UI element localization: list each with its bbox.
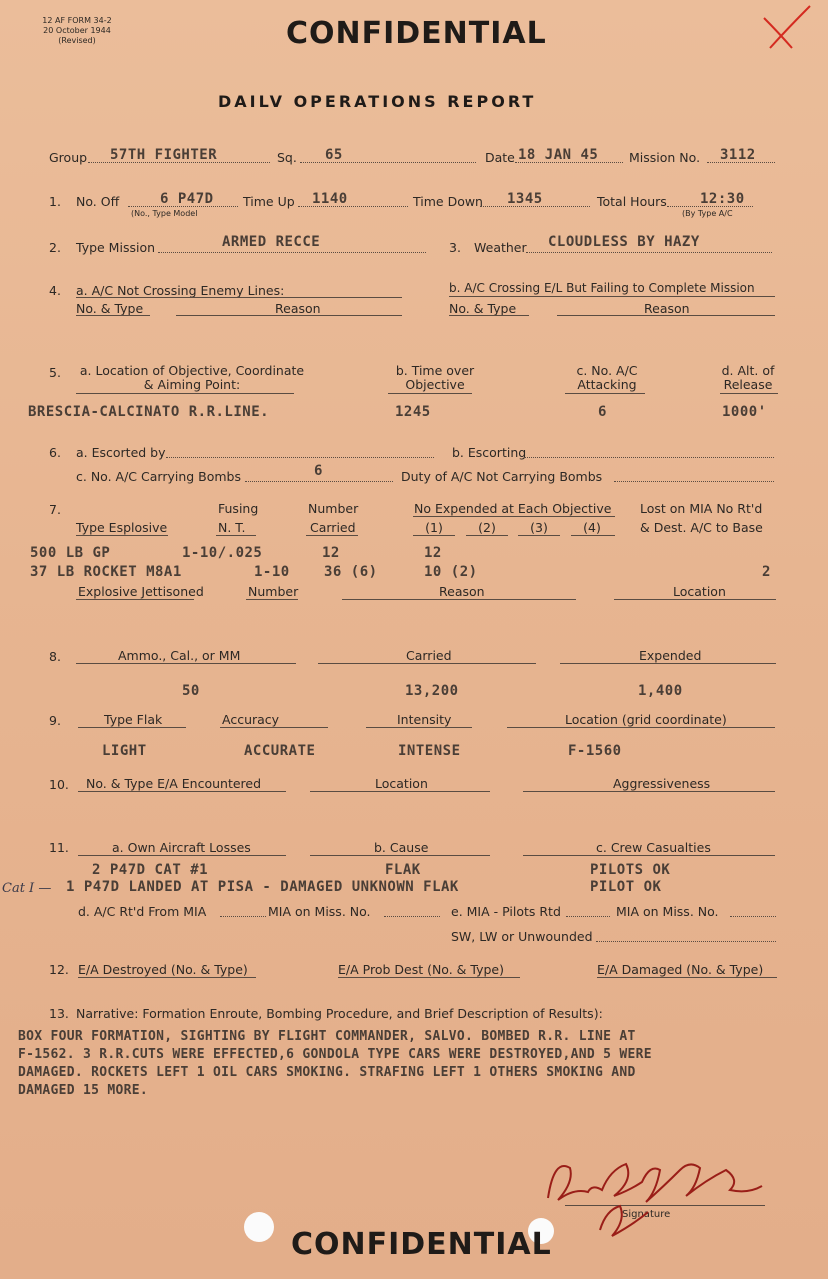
lost-line2: & Dest. A/C to Base	[640, 520, 763, 535]
lost-line1: Lost on MIA No Rt'd	[640, 501, 763, 516]
jet-reason-label: Reason	[439, 584, 485, 599]
carried-value: 36 (6)	[324, 564, 378, 580]
ammo-expended-label: Expended	[639, 648, 702, 663]
total-hours-label: Total Hours	[597, 194, 667, 209]
narrative-label: Narrative: Formation Enroute, Bombing Procedure, and Brief Description of Results):	[76, 1006, 603, 1021]
fusing-value: 1-10/.025	[182, 545, 263, 561]
sq-label: Sq.	[277, 150, 297, 165]
number-label: Number	[308, 501, 359, 516]
date-value: 18 JAN 45	[518, 147, 599, 163]
report-title: DAILV OPERATIONS REPORT	[218, 92, 537, 111]
rtd-from-mia-label: d. A/C Rt'd From MIA	[78, 904, 207, 919]
no-off-label: No. Off	[76, 194, 120, 209]
flak-intensity-value: INTENSE	[398, 743, 461, 759]
s11-num: 11.	[49, 840, 69, 855]
ea-location-label: Location	[375, 776, 428, 791]
mission-value: 3112	[720, 147, 756, 163]
s7-num: 7.	[49, 502, 61, 517]
crew-row1: PILOTS OK	[590, 862, 671, 878]
own-losses-label: a. Own Aircraft Losses	[112, 840, 251, 855]
type-explosive-label: Type Esplosive	[76, 520, 168, 535]
ea-destroyed-label: E/A Destroyed (No. & Type)	[78, 962, 248, 977]
time-down-label: Time Down	[413, 194, 483, 209]
narrative-line: BOX FOUR FORMATION, SIGHTING BY FLIGHT COMMANDER, SALVO. BOMBED R.R. LINE AT	[18, 1029, 636, 1044]
type-mission-label: Type Mission	[76, 240, 156, 255]
time-up-value: 1140	[312, 191, 348, 207]
mission-label: Mission No.	[629, 150, 701, 165]
obj-col-4: (4)	[583, 520, 601, 535]
narrative-line: DAMAGED. ROCKETS LEFT 1 OIL CARS SMOKING. STRAFING LEFT 1 OTHERS SMOKING AND	[18, 1065, 636, 1080]
accuracy-label: Accuracy	[222, 712, 280, 727]
expended-value: 12	[424, 545, 442, 561]
duty-label: Duty of A/C Not Carrying Bombs	[401, 469, 603, 484]
no-off-note: (No., Type Model	[131, 209, 198, 218]
obj-col-2: (2)	[478, 520, 496, 535]
s13-num: 13.	[49, 1006, 69, 1021]
nt-label: N. T.	[218, 520, 246, 535]
jet-location-label: Location	[673, 584, 726, 599]
ea-prob-label: E/A Prob Dest (No. & Type)	[338, 962, 504, 977]
table-row: 500 LB GP	[30, 545, 111, 561]
group-value: 57TH FIGHTER	[110, 147, 218, 163]
s4b-label: b. A/C Crossing E/L But Failing to Complete Mission	[449, 281, 755, 295]
s5d-line2: Release	[723, 377, 773, 392]
s4a-label: a. A/C Not Crossing Enemy Lines:	[76, 283, 285, 298]
narrative-line: DAMAGED 15 MORE.	[18, 1083, 149, 1098]
fusing-label: Fusing	[218, 501, 259, 516]
mia-miss-no-2-label: MIA on Miss. No.	[616, 904, 719, 919]
carried-label: Carried	[310, 520, 356, 535]
total-note: (By Type A/C	[682, 209, 733, 218]
crew-row2: PILOT OK	[590, 879, 662, 895]
s5c-header	[560, 364, 654, 392]
s5a-header	[76, 364, 308, 392]
losses-row2: 1 P47D LANDED AT PISA - DAMAGED UNKNOWN FLAK	[66, 879, 459, 895]
s5b-line2: Objective	[405, 377, 465, 392]
flak-accuracy-value: ACCURATE	[244, 743, 316, 759]
s4b-col2: Reason	[644, 301, 690, 316]
ea-damaged-label: E/A Damaged (No. & Type)	[597, 962, 764, 977]
time-over-value: 1245	[395, 404, 431, 420]
ammo-carried-label: Carried	[406, 648, 452, 663]
s5a-line1: a. Location of Objective, Coordinate	[79, 363, 305, 378]
no-ac-attacking-value: 6	[598, 404, 607, 420]
s5-num: 5.	[49, 365, 61, 380]
s9-num: 9.	[49, 713, 61, 728]
crew-casualties-label: c. Crew Casualties	[596, 840, 711, 855]
s5c-line2: Attacking	[577, 377, 637, 392]
date-label: Date	[485, 150, 515, 165]
signature-label: Signature	[622, 1209, 671, 1220]
s6-num: 6.	[49, 445, 61, 460]
header-confidential: CONFIDENTIAL	[286, 16, 547, 51]
time-down-value: 1345	[507, 191, 543, 207]
type-flak-label: Type Flak	[104, 712, 163, 727]
mia-pilots-rtd-label: e. MIA - Pilots Rtd	[451, 904, 561, 919]
s3-num: 3.	[449, 240, 461, 255]
flak-location-label: Location (grid coordinate)	[565, 712, 727, 727]
expended-header: No Expended at Each Objective	[414, 501, 612, 516]
carrying-bombs-value: 6	[314, 463, 323, 479]
no-off-value: 6 P47D	[160, 191, 214, 207]
wounded-label: SW, LW or Unwounded	[451, 929, 593, 944]
weather-value: CLOUDLESS BY HAZY	[548, 234, 700, 250]
ammo-label: Ammo., Cal., or MM	[118, 648, 241, 663]
type-mission-value: ARMED RECCE	[222, 234, 321, 250]
obj-col-1: (1)	[425, 520, 443, 535]
s1-num: 1.	[49, 194, 61, 209]
weather-label: Weather	[474, 240, 527, 255]
form-id-line3: (Revised)	[58, 36, 96, 45]
time-up-label: Time Up	[243, 194, 295, 209]
carrying-bombs-label: c. No. A/C Carrying Bombs	[76, 469, 242, 484]
narrative-line: F-1562. 3 R.R.CUTS WERE EFFECTED,6 GONDOLA TYPE CARS WERE DESTROYED,AND 5 WERE	[18, 1047, 652, 1062]
s4a-col2: Reason	[275, 301, 321, 316]
jettisoned-label: Explosive Jettisoned	[78, 584, 204, 599]
margin-note: Cat I —	[2, 881, 52, 896]
intensity-label: Intensity	[397, 712, 452, 727]
s8-num: 8.	[49, 649, 61, 664]
carried-value: 12	[322, 545, 340, 561]
form-id	[40, 16, 114, 46]
losses-row1: 2 P47D CAT #1	[92, 862, 209, 878]
s4-num: 4.	[49, 283, 61, 298]
expended-value: 10 (2)	[424, 564, 478, 580]
s2-num: 2.	[49, 240, 61, 255]
punch-hole-left	[244, 1212, 274, 1242]
footer-confidential: CONFIDENTIAL	[291, 1227, 552, 1262]
flak-type-value: LIGHT	[102, 743, 147, 759]
flak-location-value: F-1560	[568, 743, 622, 759]
ea-encountered-label: No. & Type E/A Encountered	[86, 776, 262, 791]
table-row: 37 LB ROCKET M8A1	[30, 564, 182, 580]
handwritten-signature	[530, 1140, 770, 1250]
alt-release-value: 1000'	[722, 404, 767, 420]
form-id-line1: 12 AF FORM 34-2	[42, 16, 112, 25]
ammo-expended-value: 1,400	[638, 683, 683, 699]
ammo-carried-value: 13,200	[405, 683, 459, 699]
group-label: Group	[49, 150, 88, 165]
cause-row1: FLAK	[385, 862, 421, 878]
s5d-header	[708, 364, 788, 392]
lost-value: 2	[762, 564, 771, 580]
sq-value: 65	[325, 147, 343, 163]
s5b-line1: b. Time over	[395, 363, 475, 378]
s10-num: 10.	[49, 777, 69, 792]
s5c-line1: c. No. A/C	[576, 363, 638, 378]
jet-number-label: Number	[248, 584, 299, 599]
s12-num: 12.	[49, 962, 69, 977]
obj-col-3: (3)	[530, 520, 548, 535]
s4b-col1: No. & Type	[449, 301, 517, 316]
s4a-col1: No. & Type	[76, 301, 144, 316]
mia-miss-no-label: MIA on Miss. No.	[268, 904, 371, 919]
ammo-value: 50	[182, 683, 200, 699]
s5b-header	[385, 364, 485, 392]
escorted-by-label: a. Escorted by	[76, 445, 166, 460]
red-x-mark	[758, 4, 814, 56]
s5a-line2: & Aiming Point:	[143, 377, 241, 392]
s5d-line1: d. Alt. of	[721, 363, 775, 378]
form-id-line2: 20 October 1944	[43, 26, 111, 35]
total-hours-value: 12:30	[700, 191, 745, 207]
objective-location-value: BRESCIA-CALCINATO R.R.LINE.	[28, 404, 270, 420]
escorting-label: b. Escorting	[452, 445, 527, 460]
cause-label: b. Cause	[374, 840, 429, 855]
fusing-value: 1-10	[254, 564, 290, 580]
aggressiveness-label: Aggressiveness	[613, 776, 711, 791]
